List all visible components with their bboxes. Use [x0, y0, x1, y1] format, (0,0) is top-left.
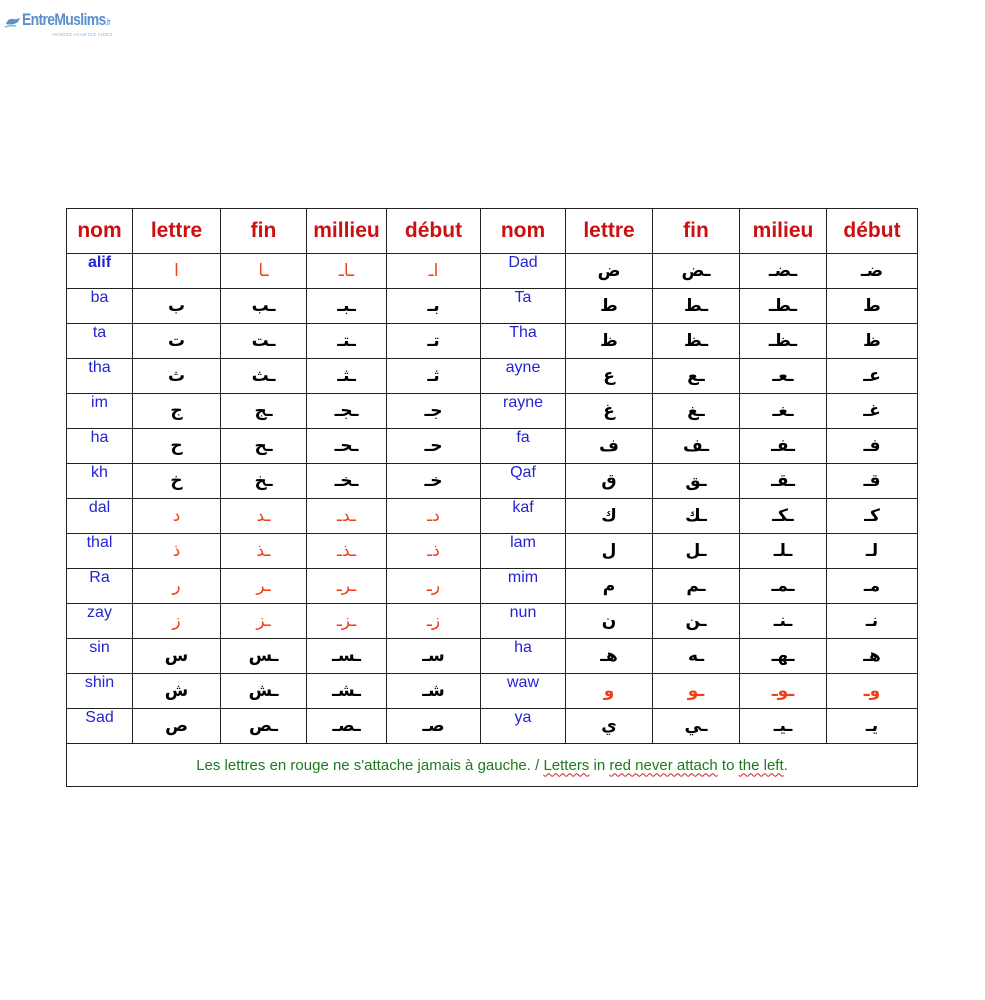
- letter-medial: ـخـ: [307, 464, 387, 499]
- letter-medial: ـطـ: [740, 289, 827, 324]
- letter-initial: فـ: [827, 429, 918, 464]
- letter-name: mim: [481, 569, 566, 604]
- letter-name: ba: [67, 289, 133, 324]
- letter-initial: ذـ: [387, 534, 481, 569]
- letter-isolated: ق: [566, 464, 653, 499]
- letter-isolated: و: [566, 674, 653, 709]
- column-header: lettre: [566, 209, 653, 254]
- letter-name: Dad: [481, 254, 566, 289]
- logo-text: EntreMuslims.fr: [22, 10, 111, 29]
- letter-final: ـق: [653, 464, 740, 499]
- letter-medial: ـتـ: [307, 324, 387, 359]
- footer-note: Les lettres en rouge ne s'attache jamais à gauche. / Letters in red never attach to the left.: [67, 744, 918, 787]
- letter-isolated: ز: [133, 604, 221, 639]
- table-body: [67, 254, 918, 744]
- letter-medial: ـشـ: [307, 674, 387, 709]
- letter-final: ـز: [221, 604, 307, 639]
- letter-isolated: ذ: [133, 534, 221, 569]
- logo-tagline: VENDEZ ACHETEZ AIDEZ: [52, 32, 113, 37]
- letter-final: ـد: [221, 499, 307, 534]
- letter-initial: هـ: [827, 639, 918, 674]
- letter-final: ـح: [221, 429, 307, 464]
- letter-medial: ـبـ: [307, 289, 387, 324]
- letter-isolated: ب: [133, 289, 221, 324]
- letter-isolated: ص: [133, 709, 221, 744]
- letter-medial: ـفـ: [740, 429, 827, 464]
- letter-name: ta: [67, 324, 133, 359]
- letter-isolated: ح: [133, 429, 221, 464]
- letter-final: ـل: [653, 534, 740, 569]
- letter-isolated: ي: [566, 709, 653, 744]
- letter-medial: ـمـ: [740, 569, 827, 604]
- letter-name: ha: [481, 639, 566, 674]
- letter-name: waw: [481, 674, 566, 709]
- letter-initial: اـ: [387, 254, 481, 289]
- letter-final: ـظ: [653, 324, 740, 359]
- letter-initial: صـ: [387, 709, 481, 744]
- letter-medial: ـيـ: [740, 709, 827, 744]
- letter-final: ـه: [653, 639, 740, 674]
- letter-isolated: م: [566, 569, 653, 604]
- letter-medial: ـحـ: [307, 429, 387, 464]
- table-row: [67, 499, 918, 534]
- letter-name: ha: [67, 429, 133, 464]
- table-row: [67, 639, 918, 674]
- footer-row: [67, 744, 918, 787]
- letter-name: zay: [67, 604, 133, 639]
- letter-final: ـش: [221, 674, 307, 709]
- letter-final: ـص: [221, 709, 307, 744]
- letter-isolated: خ: [133, 464, 221, 499]
- letter-initial: كـ: [827, 499, 918, 534]
- table-row: [67, 464, 918, 499]
- letter-isolated: ف: [566, 429, 653, 464]
- letter-final: ـس: [221, 639, 307, 674]
- letter-medial: ـوـ: [740, 674, 827, 709]
- letter-initial: بـ: [387, 289, 481, 324]
- letter-name: tha: [67, 359, 133, 394]
- letter-isolated: ع: [566, 359, 653, 394]
- letter-medial: ـذـ: [307, 534, 387, 569]
- letter-final: ـم: [653, 569, 740, 604]
- table-row: [67, 534, 918, 569]
- letter-isolated: ا: [133, 254, 221, 289]
- letter-medial: ـلـ: [740, 534, 827, 569]
- letter-name: nun: [481, 604, 566, 639]
- column-header: fin: [221, 209, 307, 254]
- column-header: début: [387, 209, 481, 254]
- letter-initial: رـ: [387, 569, 481, 604]
- letter-medial: ـصـ: [307, 709, 387, 744]
- letter-initial: قـ: [827, 464, 918, 499]
- letter-name: fa: [481, 429, 566, 464]
- letter-name: rayne: [481, 394, 566, 429]
- letter-initial: حـ: [387, 429, 481, 464]
- letter-name: ya: [481, 709, 566, 744]
- letter-name: im: [67, 394, 133, 429]
- letter-final: ـج: [221, 394, 307, 429]
- letter-isolated: د: [133, 499, 221, 534]
- letter-final: ـي: [653, 709, 740, 744]
- column-header: début: [827, 209, 918, 254]
- column-header: nom: [481, 209, 566, 254]
- logo-mark-icon: [4, 14, 22, 30]
- letter-name: shin: [67, 674, 133, 709]
- letter-name: Qaf: [481, 464, 566, 499]
- letter-final: ـغ: [653, 394, 740, 429]
- letter-final: ـخ: [221, 464, 307, 499]
- letter-initial: ضـ: [827, 254, 918, 289]
- letter-name: kaf: [481, 499, 566, 534]
- letter-medial: ـنـ: [740, 604, 827, 639]
- letter-isolated: ك: [566, 499, 653, 534]
- letter-initial: خـ: [387, 464, 481, 499]
- letter-final: ـذ: [221, 534, 307, 569]
- table-row: [67, 289, 918, 324]
- letter-medial: ـغـ: [740, 394, 827, 429]
- letter-isolated: هـ: [566, 639, 653, 674]
- table-row: [67, 254, 918, 289]
- column-header: nom: [67, 209, 133, 254]
- letter-isolated: ن: [566, 604, 653, 639]
- letter-initial: مـ: [827, 569, 918, 604]
- letter-initial: ط: [827, 289, 918, 324]
- table-row: [67, 394, 918, 429]
- letter-medial: ـقـ: [740, 464, 827, 499]
- letter-initial: جـ: [387, 394, 481, 429]
- letter-name: dal: [67, 499, 133, 534]
- letter-initial: وـ: [827, 674, 918, 709]
- letter-isolated: ت: [133, 324, 221, 359]
- letter-final: ـا: [221, 254, 307, 289]
- letter-final: ـن: [653, 604, 740, 639]
- table-row: [67, 709, 918, 744]
- letter-isolated: غ: [566, 394, 653, 429]
- letter-medial: ـثـ: [307, 359, 387, 394]
- letter-isolated: ل: [566, 534, 653, 569]
- table-row: [67, 604, 918, 639]
- letter-medial: ـرـ: [307, 569, 387, 604]
- column-header: fin: [653, 209, 740, 254]
- letter-name: ayne: [481, 359, 566, 394]
- letter-initial: عـ: [827, 359, 918, 394]
- letter-isolated: س: [133, 639, 221, 674]
- table-row: [67, 569, 918, 604]
- letter-final: ـف: [653, 429, 740, 464]
- letter-isolated: ر: [133, 569, 221, 604]
- letter-medial: ـهـ: [740, 639, 827, 674]
- column-header: lettre: [133, 209, 221, 254]
- letter-medial: ـزـ: [307, 604, 387, 639]
- letter-isolated: ظ: [566, 324, 653, 359]
- letter-name: lam: [481, 534, 566, 569]
- letter-isolated: ش: [133, 674, 221, 709]
- letter-initial: دـ: [387, 499, 481, 534]
- letter-name: kh: [67, 464, 133, 499]
- letter-name: Ra: [67, 569, 133, 604]
- letter-medial: ـسـ: [307, 639, 387, 674]
- letter-final: ـو: [653, 674, 740, 709]
- letter-medial: ـكـ: [740, 499, 827, 534]
- letter-isolated: ط: [566, 289, 653, 324]
- letter-final: ـع: [653, 359, 740, 394]
- letter-medial: ـجـ: [307, 394, 387, 429]
- table-row: [67, 359, 918, 394]
- letter-initial: نـ: [827, 604, 918, 639]
- letter-initial: تـ: [387, 324, 481, 359]
- letter-medial: ـظـ: [740, 324, 827, 359]
- letter-initial: يـ: [827, 709, 918, 744]
- letter-name: thal: [67, 534, 133, 569]
- site-logo[interactable]: [2, 6, 122, 40]
- header-row: [67, 209, 918, 254]
- letter-name: Tha: [481, 324, 566, 359]
- letter-final: ـت: [221, 324, 307, 359]
- letter-name: Ta: [481, 289, 566, 324]
- letter-initial: سـ: [387, 639, 481, 674]
- table-row: [67, 674, 918, 709]
- letter-initial: شـ: [387, 674, 481, 709]
- letter-name: alif: [67, 254, 133, 289]
- letter-final: ـض: [653, 254, 740, 289]
- letter-name: sin: [67, 639, 133, 674]
- letter-final: ـط: [653, 289, 740, 324]
- table-row: [67, 324, 918, 359]
- letter-medial: ـضـ: [740, 254, 827, 289]
- letter-final: ـر: [221, 569, 307, 604]
- letter-initial: ثـ: [387, 359, 481, 394]
- column-header: milieu: [740, 209, 827, 254]
- letter-medial: ـعـ: [740, 359, 827, 394]
- letter-final: ـك: [653, 499, 740, 534]
- letter-initial: غـ: [827, 394, 918, 429]
- column-header: millieu: [307, 209, 387, 254]
- letter-initial: زـ: [387, 604, 481, 639]
- letter-final: ـب: [221, 289, 307, 324]
- letter-isolated: ث: [133, 359, 221, 394]
- letter-name: Sad: [67, 709, 133, 744]
- arabic-alphabet-table: [66, 208, 918, 787]
- letter-final: ـث: [221, 359, 307, 394]
- letter-initial: لـ: [827, 534, 918, 569]
- letter-isolated: ج: [133, 394, 221, 429]
- letter-medial: ـدـ: [307, 499, 387, 534]
- letter-isolated: ض: [566, 254, 653, 289]
- letter-medial: ـاـ: [307, 254, 387, 289]
- letter-initial: ظ: [827, 324, 918, 359]
- table-row: [67, 429, 918, 464]
